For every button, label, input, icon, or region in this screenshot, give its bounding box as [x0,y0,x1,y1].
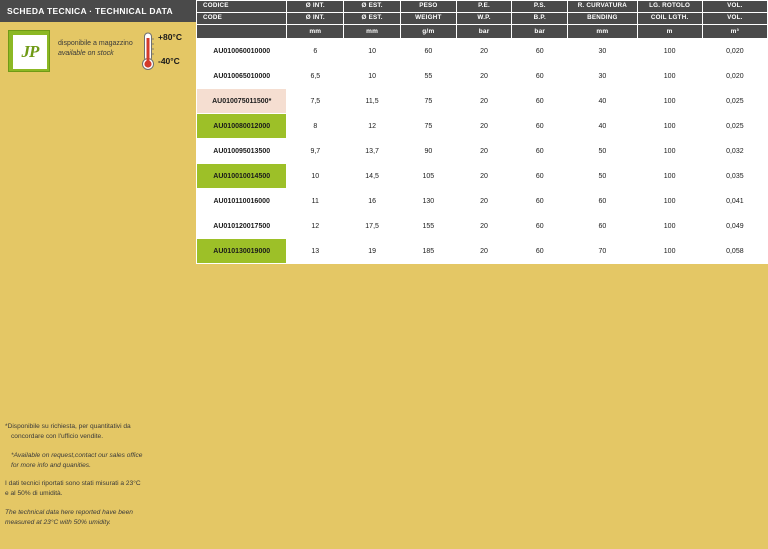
cell-outer-diameter: 14,5 [344,164,401,189]
table-row [197,189,768,214]
cell-volume: 0,025 [702,89,767,114]
stock-text-en: available on stock [58,50,114,58]
cell-inner-diameter: 6 [287,39,344,64]
cell-outer-diameter: 16 [344,189,401,214]
cell-code: AU010075011500* [197,89,287,114]
cell-outer-diameter: 11,5 [344,89,401,114]
th-unit-bending-radius: mm [568,25,637,39]
cell-coil-length: 100 [637,139,702,164]
cell-bending-radius: 30 [568,39,637,64]
cell-inner-diameter: 7,5 [287,89,344,114]
cell-outer-diameter: 12 [344,114,401,139]
cell-volume: 0,035 [702,164,767,189]
cell-code: AU010130019000 [197,239,287,264]
cell-weight: 75 [400,89,456,114]
th-code-en: CODE [197,13,287,25]
cell-inner-diameter: 13 [287,239,344,264]
thermometer-icon [140,32,156,72]
cell-volume: 0,020 [702,64,767,89]
table-row [197,214,768,239]
footnote-availability-en: *Available on request,contact our sales office for more info and quanities. [11,451,143,469]
temperature-range-block [140,28,196,76]
cell-bending-radius: 40 [568,89,637,114]
cell-volume: 0,049 [702,214,767,239]
cell-working-pressure: 20 [456,164,512,189]
th-unit-weight: g/m [400,25,456,39]
cell-outer-diameter: 13,7 [344,139,401,164]
cell-code: AU010110016000 [197,189,287,214]
cell-coil-length: 100 [637,214,702,239]
th-unit-inner-diameter: mm [287,25,344,39]
jp-logo [8,30,50,72]
table-row [197,114,768,139]
cell-volume: 0,025 [702,114,767,139]
jp-logo-text: JP [21,42,39,61]
cell-coil-length: 100 [637,64,702,89]
cell-code: AU010010014500 [197,164,287,189]
header-row-it [197,1,768,13]
cell-working-pressure: 20 [456,214,512,239]
cell-burst-pressure: 60 [512,139,568,164]
jp-logo-inner [13,35,47,69]
th-bending-radius-it: R. CURVATURA [568,1,637,13]
cell-weight: 60 [400,39,456,64]
cell-burst-pressure: 60 [512,114,568,139]
cell-coil-length: 100 [637,114,702,139]
cell-inner-diameter: 9,7 [287,139,344,164]
cell-bending-radius: 30 [568,64,637,89]
cell-working-pressure: 20 [456,139,512,164]
th-unit-volume: m³ [702,25,767,39]
th-inner-diameter-en: Ø INT. [287,13,344,25]
footnote-availability-it: *Disponibile su richiesta, per quantitativi da concordare con l'ufficio vendite. [5,422,131,440]
cell-weight: 185 [400,239,456,264]
table-row [197,239,768,264]
cell-outer-diameter: 10 [344,64,401,89]
table-body [197,39,768,264]
table-row [197,64,768,89]
cell-outer-diameter: 10 [344,39,401,64]
th-outer-diameter-it: Ø EST. [344,1,401,13]
technical-data-table [196,0,768,264]
th-coil-length-en: COIL LGTH. [637,13,702,25]
cell-coil-length: 100 [637,39,702,64]
cell-bending-radius: 60 [568,214,637,239]
cell-volume: 0,041 [702,189,767,214]
cell-working-pressure: 20 [456,189,512,214]
stock-text-it: disponibile a magazzino [58,40,133,47]
th-weight-en: WEIGHT [400,13,456,25]
th-code-it: CODICE [197,1,287,13]
cell-code: AU010095013500 [197,139,287,164]
cell-volume: 0,020 [702,39,767,64]
cell-working-pressure: 20 [456,114,512,139]
footnotes [5,422,190,537]
temperature-max: +80°C [158,32,182,42]
cell-outer-diameter: 17,5 [344,214,401,239]
temperature-min: -40°C [158,56,180,66]
cell-weight: 130 [400,189,456,214]
cell-inner-diameter: 6,5 [287,64,344,89]
header-row-units [197,25,768,39]
cell-bending-radius: 50 [568,164,637,189]
th-unit-coil-length: m [637,25,702,39]
table-row [197,164,768,189]
cell-inner-diameter: 8 [287,114,344,139]
table-row [197,89,768,114]
cell-code: AU010080012000 [197,114,287,139]
cell-code: AU010120017500 [197,214,287,239]
th-unit-outer-diameter: mm [344,25,401,39]
cell-inner-diameter: 10 [287,164,344,189]
stock-availability-block [8,30,188,74]
th-weight-it: PESO [400,1,456,13]
cell-coil-length: 100 [637,239,702,264]
th-outer-diameter-en: Ø EST. [344,13,401,25]
cell-volume: 0,058 [702,239,767,264]
th-working-pressure-en: W.P. [456,13,512,25]
cell-working-pressure: 20 [456,239,512,264]
cell-burst-pressure: 60 [512,64,568,89]
cell-burst-pressure: 60 [512,164,568,189]
header-row-en [197,13,768,25]
table-row [197,39,768,64]
th-unit-working-pressure: bar [456,25,512,39]
technical-data-table-wrapper [196,0,768,264]
cell-weight: 75 [400,114,456,139]
cell-volume: 0,032 [702,139,767,164]
cell-burst-pressure: 60 [512,89,568,114]
footnote-measurement-en: The technical data here reported have been measured at 23°C with 50% umidity. [5,509,133,527]
th-unit-code [197,25,287,39]
cell-bending-radius: 60 [568,189,637,214]
cell-burst-pressure: 60 [512,239,568,264]
cell-burst-pressure: 60 [512,214,568,239]
cell-code: AU010065010000 [197,64,287,89]
cell-coil-length: 100 [637,89,702,114]
panel-title: SCHEDA TECNICA · TECHNICAL DATA [0,0,196,22]
cell-bending-radius: 70 [568,239,637,264]
th-volume-it: VOL. [702,1,767,13]
cell-weight: 155 [400,214,456,239]
th-bending-radius-en: BENDING [568,13,637,25]
footnote-measurement-it: I dati tecnici riportati sono stati misurati a 23°C e al 50% di umidità. [5,480,141,498]
cell-outer-diameter: 19 [344,239,401,264]
left-panel [0,0,196,549]
table-row [197,139,768,164]
th-inner-diameter-it: Ø INT. [287,1,344,13]
cell-burst-pressure: 60 [512,189,568,214]
stock-text [58,39,133,59]
cell-inner-diameter: 12 [287,214,344,239]
th-unit-burst-pressure: bar [512,25,568,39]
cell-working-pressure: 20 [456,39,512,64]
th-burst-pressure-it: P.S. [512,1,568,13]
cell-bending-radius: 50 [568,139,637,164]
cell-code: AU010060010000 [197,39,287,64]
cell-working-pressure: 20 [456,89,512,114]
cell-working-pressure: 20 [456,64,512,89]
th-coil-length-it: LG. ROTOLO [637,1,702,13]
cell-coil-length: 100 [637,189,702,214]
cell-weight: 90 [400,139,456,164]
cell-coil-length: 100 [637,164,702,189]
table-head [197,1,768,39]
cell-inner-diameter: 11 [287,189,344,214]
th-working-pressure-it: P.E. [456,1,512,13]
cell-weight: 55 [400,64,456,89]
th-burst-pressure-en: B.P. [512,13,568,25]
cell-weight: 105 [400,164,456,189]
th-volume-en: VOL. [702,13,767,25]
cell-bending-radius: 40 [568,114,637,139]
cell-burst-pressure: 60 [512,39,568,64]
